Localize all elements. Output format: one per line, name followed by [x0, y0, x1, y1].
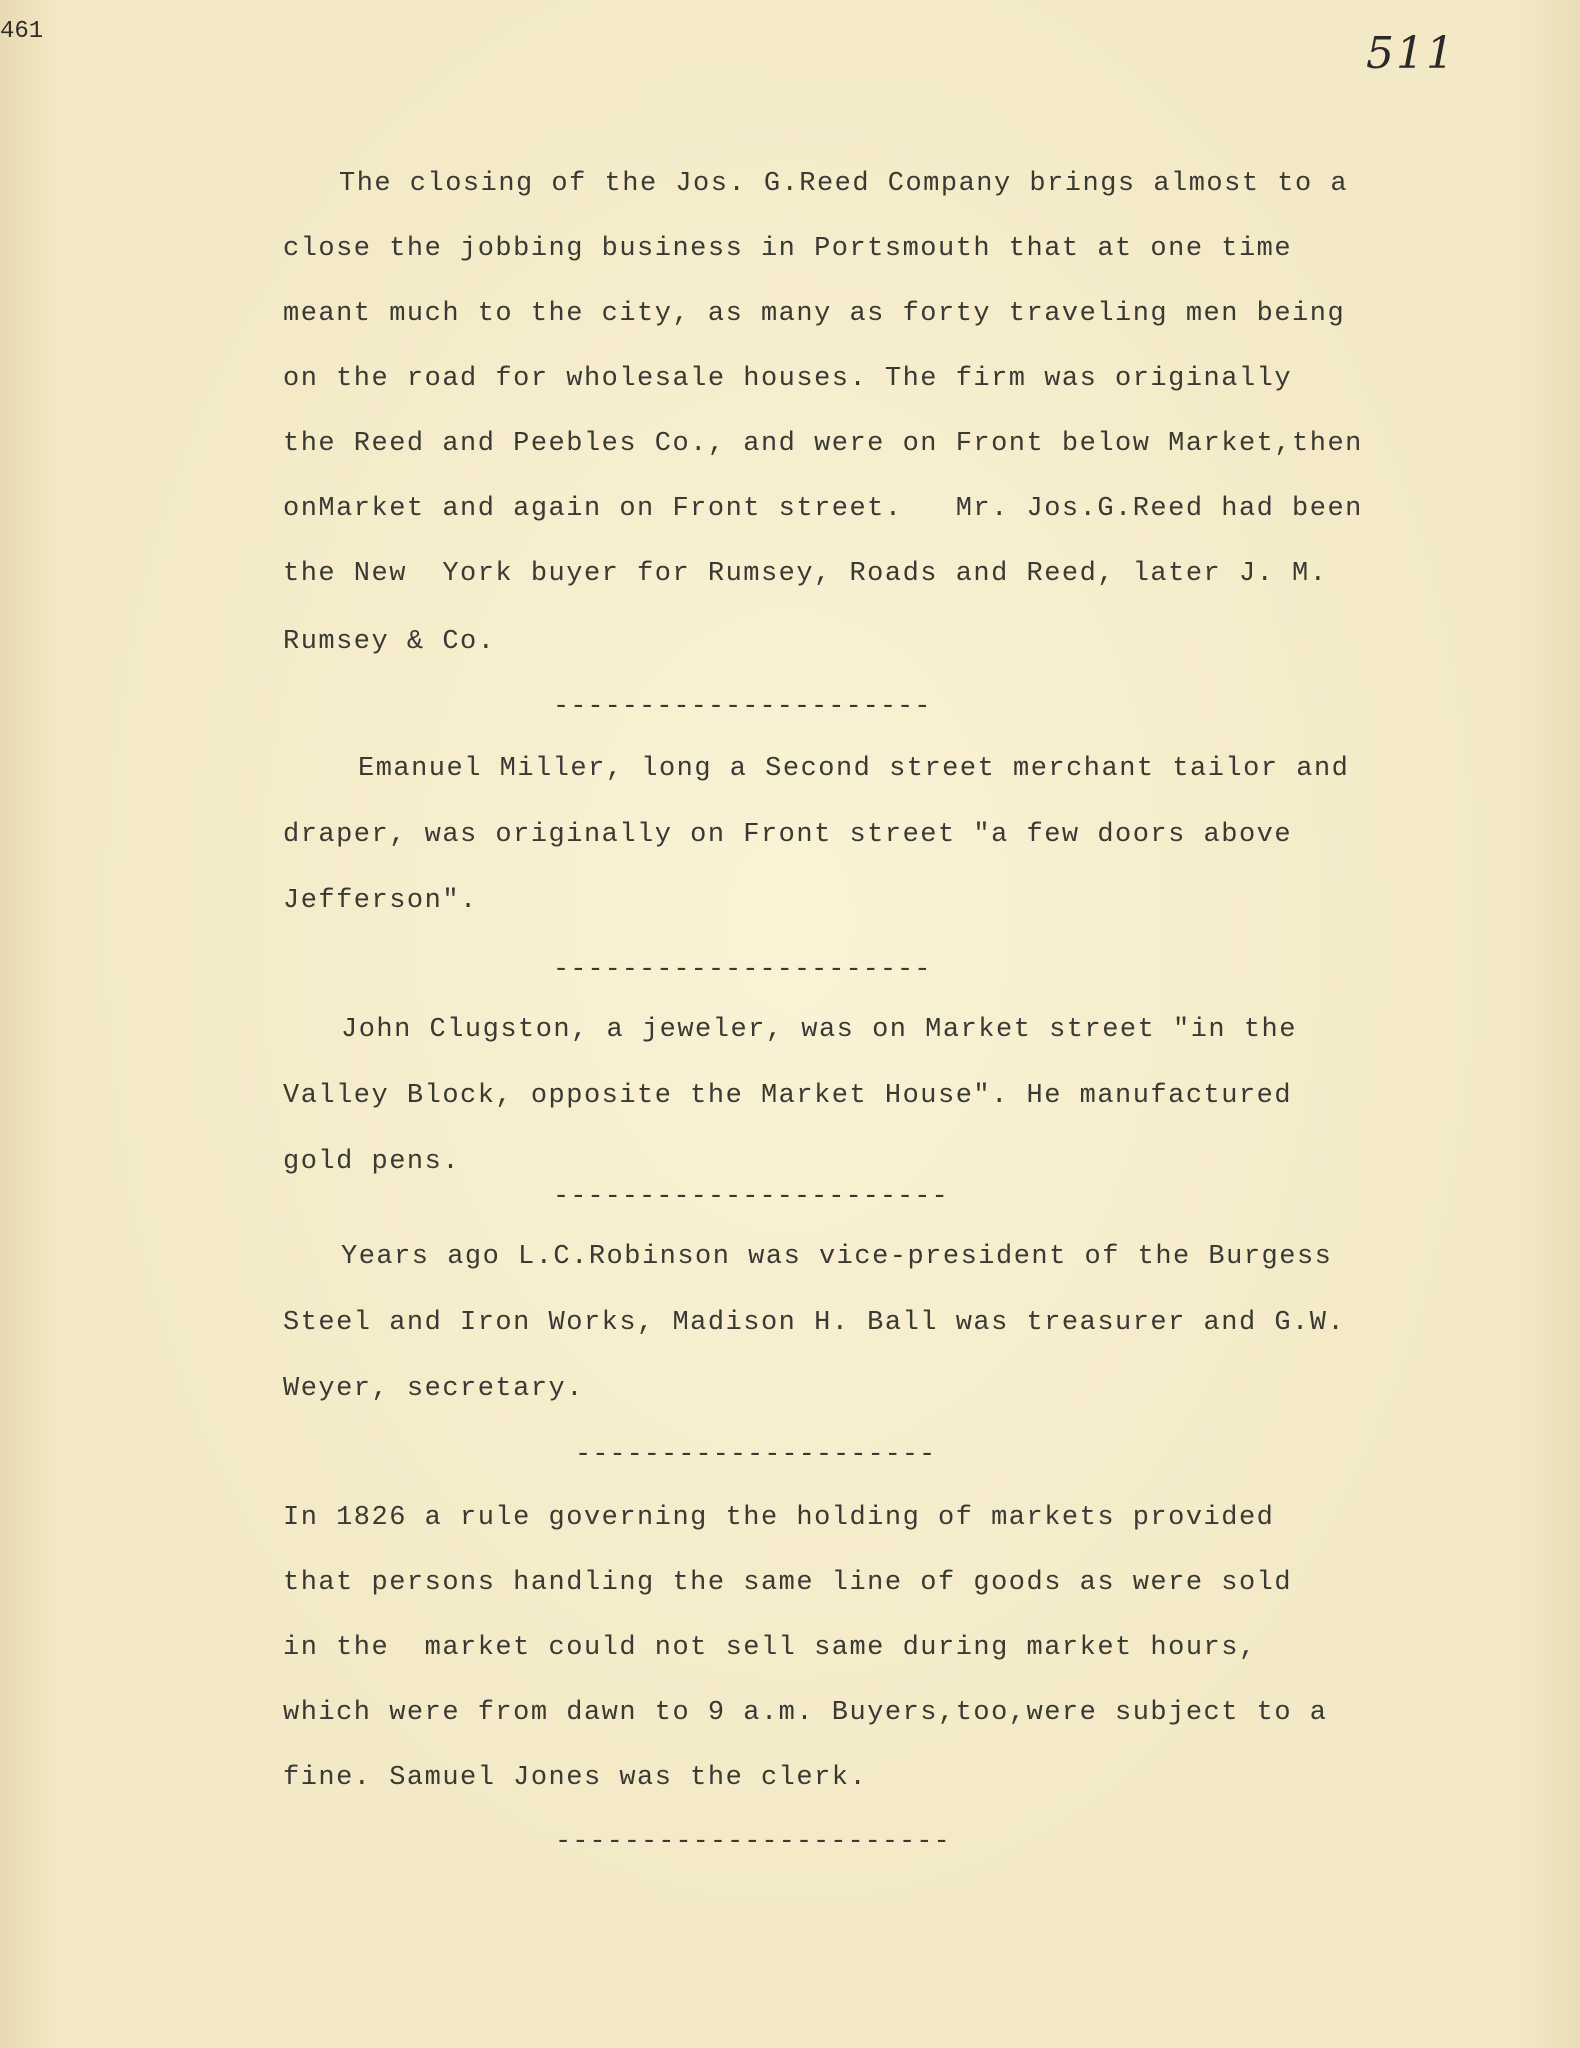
section-separator: -----------------------	[555, 1827, 951, 1857]
text-line: John Clugston, a jeweler, was on Market street "in the	[341, 1015, 1297, 1045]
text-line: onMarket and again on Front street. Mr. Jos.G.Reed had been	[283, 494, 1363, 524]
text-line: the Reed and Peebles Co., and were on Front below Market,then	[283, 429, 1363, 459]
text-line: Steel and Iron Works, Madison H. Ball was treasurer and G.W.	[283, 1308, 1346, 1338]
section-separator: -----------------------	[553, 1182, 949, 1212]
text-line: that persons handling the same line of goods as were sold	[283, 1568, 1293, 1598]
text-line: the New York buyer for Rumsey, Roads and Reed, later J. M.	[283, 559, 1328, 589]
text-line: meant much to the city, as many as forty traveling men being	[283, 299, 1346, 329]
text-line: Weyer, secretary.	[283, 1374, 584, 1404]
text-line: draper, was originally on Front street "a few doors above	[283, 820, 1293, 850]
text-line: Jefferson".	[283, 886, 478, 916]
text-line: in the market could not sell same during market hours,	[283, 1633, 1257, 1663]
text-line: The closing of the Jos. G.Reed Company brings almost to a	[339, 169, 1349, 199]
text-line: on the road for wholesale houses. The firm was originally	[283, 364, 1293, 394]
text-line: which were from dawn to 9 a.m. Buyers,too,were subject to a	[283, 1698, 1328, 1728]
section-separator: ----------------------	[553, 692, 932, 722]
handwritten-page-number: 511	[1366, 28, 1456, 79]
text-line: gold pens.	[283, 1147, 461, 1177]
section-separator: ----------------------	[553, 955, 932, 985]
archive-number: 461	[0, 18, 44, 45]
text-line: Years ago L.C.Robinson was vice-president of the Burgess	[341, 1242, 1333, 1272]
text-line: In 1826 a rule governing the holding of markets provided	[283, 1503, 1275, 1533]
text-line: Emanuel Miller, long a Second street merchant tailor and	[358, 754, 1350, 784]
text-line: Rumsey & Co.	[283, 627, 496, 657]
section-separator: ---------------------	[575, 1440, 937, 1470]
text-line: Valley Block, opposite the Market House". He manufactured	[283, 1081, 1293, 1111]
text-line: fine. Samuel Jones was the clerk.	[283, 1763, 868, 1793]
text-line: close the jobbing business in Portsmouth that at one time	[283, 234, 1293, 264]
